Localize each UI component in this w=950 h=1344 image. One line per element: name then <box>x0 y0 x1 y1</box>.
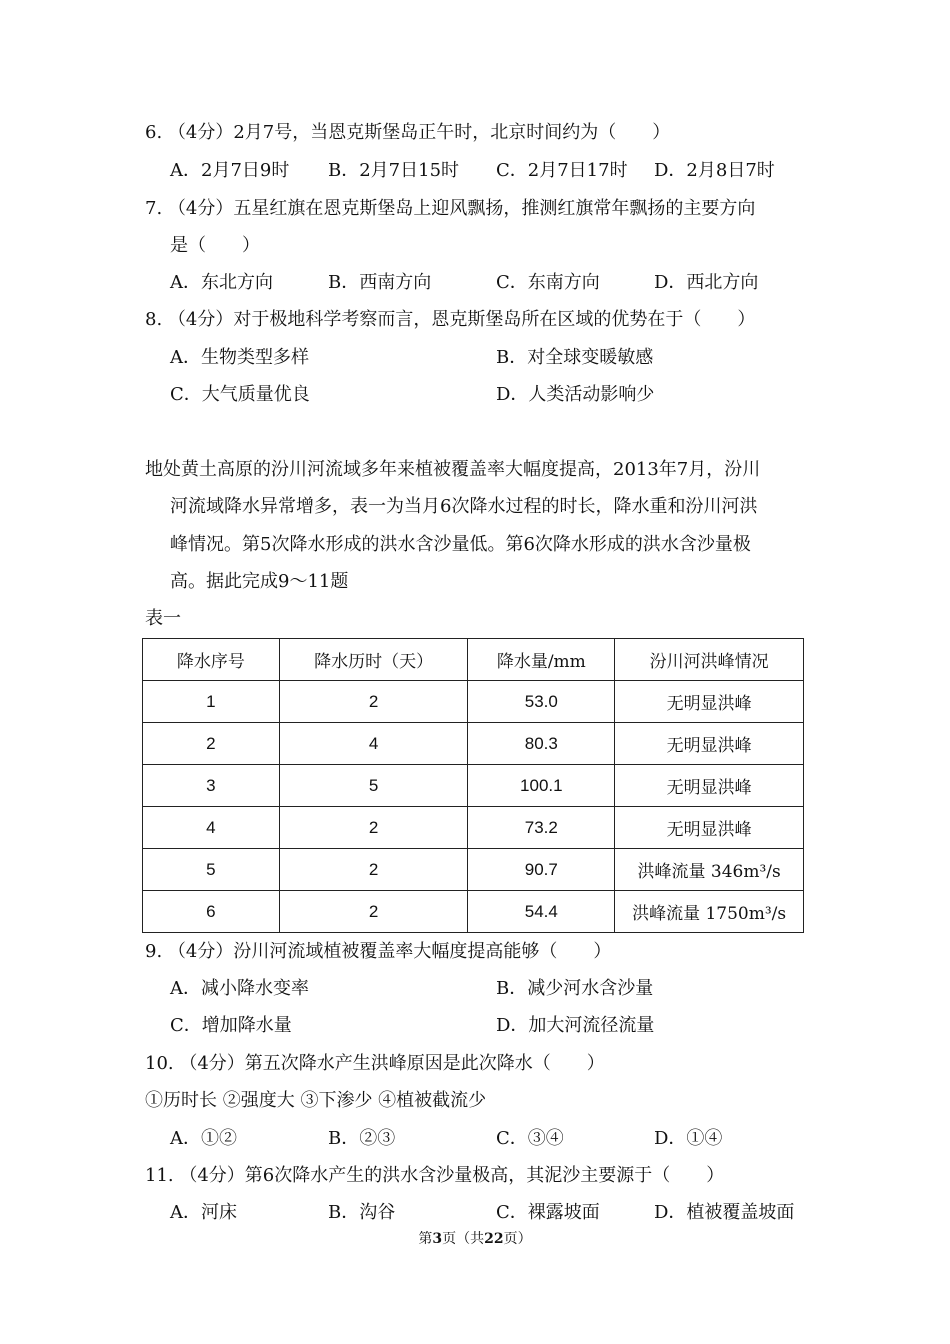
table-header-cell: 降水量/mm <box>468 639 615 681</box>
q9-stem: 9. （4分）汾川河流域植被覆盖率大幅度提高能够（ ） <box>145 941 612 962</box>
table-row <box>143 807 804 849</box>
table-cell: 2 <box>279 681 468 723</box>
table-cell: 2 <box>279 807 468 849</box>
q6-option-d: D．2月8日7时 <box>654 160 775 181</box>
table-row <box>143 765 804 807</box>
q10-statements: ①历时长 ②强度大 ③下渗少 ④植被截流少 <box>145 1090 487 1111</box>
table-header-cell: 降水序号 <box>143 639 280 681</box>
q10-option-b: B．②③ <box>328 1128 396 1149</box>
q9-option-c: C．增加降水量 <box>170 1015 292 1036</box>
q8-option-b: B．对全球变暖敏感 <box>496 347 654 368</box>
table-cell: 6 <box>143 891 280 933</box>
table-cell: 90.7 <box>468 849 615 891</box>
table-cell: 4 <box>143 807 280 849</box>
table-cell: 无明显洪峰 <box>615 807 804 849</box>
q11-option-a: A．河床 <box>170 1202 237 1223</box>
table-header-cell: 降水历时（天） <box>279 639 468 681</box>
footer-suffix: 页） <box>503 1231 532 1247</box>
table-cell: 无明显洪峰 <box>615 765 804 807</box>
q7-stem-line1: 7. （4分）五星红旗在恩克斯堡岛上迎风飘扬，推测红旗常年飘扬的主要方向 <box>145 198 756 219</box>
q10-stem: 10. （4分）第五次降水产生洪峰原因是此次降水（ ） <box>145 1053 605 1074</box>
table-row <box>143 891 804 933</box>
table-cell: 80.3 <box>468 723 615 765</box>
q9-option-a: A．减小降水变率 <box>170 978 309 999</box>
page-footer <box>0 1228 950 1248</box>
table-cell: 1 <box>143 681 280 723</box>
passage-line-2: 河流域降水异常增多，表一为当月6次降水过程的时长，降水重和汾川河洪 <box>170 496 758 517</box>
q7-stem-line2: 是（ ） <box>170 235 260 256</box>
q6-stem: 6. （4分）2月7号，当恩克斯堡岛正午时，北京时间约为（ ） <box>145 122 671 143</box>
passage-line-1: 地处黄土高原的汾川河流域多年来植被覆盖率大幅度提高，2013年7月，汾川 <box>145 459 761 480</box>
q9-option-b: B．减少河水含沙量 <box>496 978 654 999</box>
q7-option-a: A．东北方向 <box>170 272 273 293</box>
table-cell: 无明显洪峰 <box>615 681 804 723</box>
precipitation-table <box>142 638 804 933</box>
table-row <box>143 849 804 891</box>
passage-line-3: 峰情况。第5次降水形成的洪水含沙量低。第6次降水形成的洪水含沙量极 <box>170 534 751 555</box>
q11-option-d: D．植被覆盖坡面 <box>654 1202 795 1223</box>
q6-option-c: C．2月7日17时 <box>496 160 628 181</box>
table-cell: 4 <box>279 723 468 765</box>
table-cell: 洪峰流量 346m³/s <box>615 849 804 891</box>
table-cell: 100.1 <box>468 765 615 807</box>
table-row <box>143 723 804 765</box>
q8-option-c: C．大气质量优良 <box>170 384 310 405</box>
footer-mid: 页（共 <box>442 1231 485 1247</box>
q7-option-d: D．西北方向 <box>654 272 759 293</box>
q10-option-a: A．①② <box>170 1128 237 1149</box>
q7-option-b: B．西南方向 <box>328 272 432 293</box>
table-cell: 洪峰流量 1750m³/s <box>615 891 804 933</box>
table-cell: 3 <box>143 765 280 807</box>
table-header-row <box>143 639 804 681</box>
q9-option-d: D．加大河流径流量 <box>496 1015 655 1036</box>
footer-total-pages: 22 <box>484 1231 504 1247</box>
q6-option-a: A．2月7日9时 <box>170 160 290 181</box>
table-cell: 5 <box>143 849 280 891</box>
footer-page-number: 3 <box>432 1231 443 1247</box>
table-cell: 54.4 <box>468 891 615 933</box>
q11-stem: 11. （4分）第6次降水产生的洪水含沙量极高，其泥沙主要源于（ ） <box>145 1165 725 1186</box>
q10-option-c: C．③④ <box>496 1128 564 1149</box>
footer-prefix: 第 <box>418 1231 433 1247</box>
table-caption: 表一 <box>145 608 181 629</box>
q8-option-d: D．人类活动影响少 <box>496 384 655 405</box>
table-cell: 2 <box>279 891 468 933</box>
table-cell: 53.0 <box>468 681 615 723</box>
q11-option-c: C．裸露坡面 <box>496 1202 600 1223</box>
q7-option-c: C．东南方向 <box>496 272 600 293</box>
passage-line-4: 高。据此完成9～11题 <box>170 571 349 592</box>
q10-option-d: D．①④ <box>654 1128 723 1149</box>
table-cell: 2 <box>279 849 468 891</box>
table-cell: 73.2 <box>468 807 615 849</box>
table-cell: 2 <box>143 723 280 765</box>
table-cell: 无明显洪峰 <box>615 723 804 765</box>
table-header-cell: 汾川河洪峰情况 <box>615 639 804 681</box>
q8-option-a: A．生物类型多样 <box>170 347 309 368</box>
table-cell: 5 <box>279 765 468 807</box>
q6-option-b: B．2月7日15时 <box>328 160 460 181</box>
table-row <box>143 681 804 723</box>
q11-option-b: B．沟谷 <box>328 1202 396 1223</box>
q8-stem: 8. （4分）对于极地科学考察而言，恩克斯堡岛所在区域的优势在于（ ） <box>145 309 756 330</box>
